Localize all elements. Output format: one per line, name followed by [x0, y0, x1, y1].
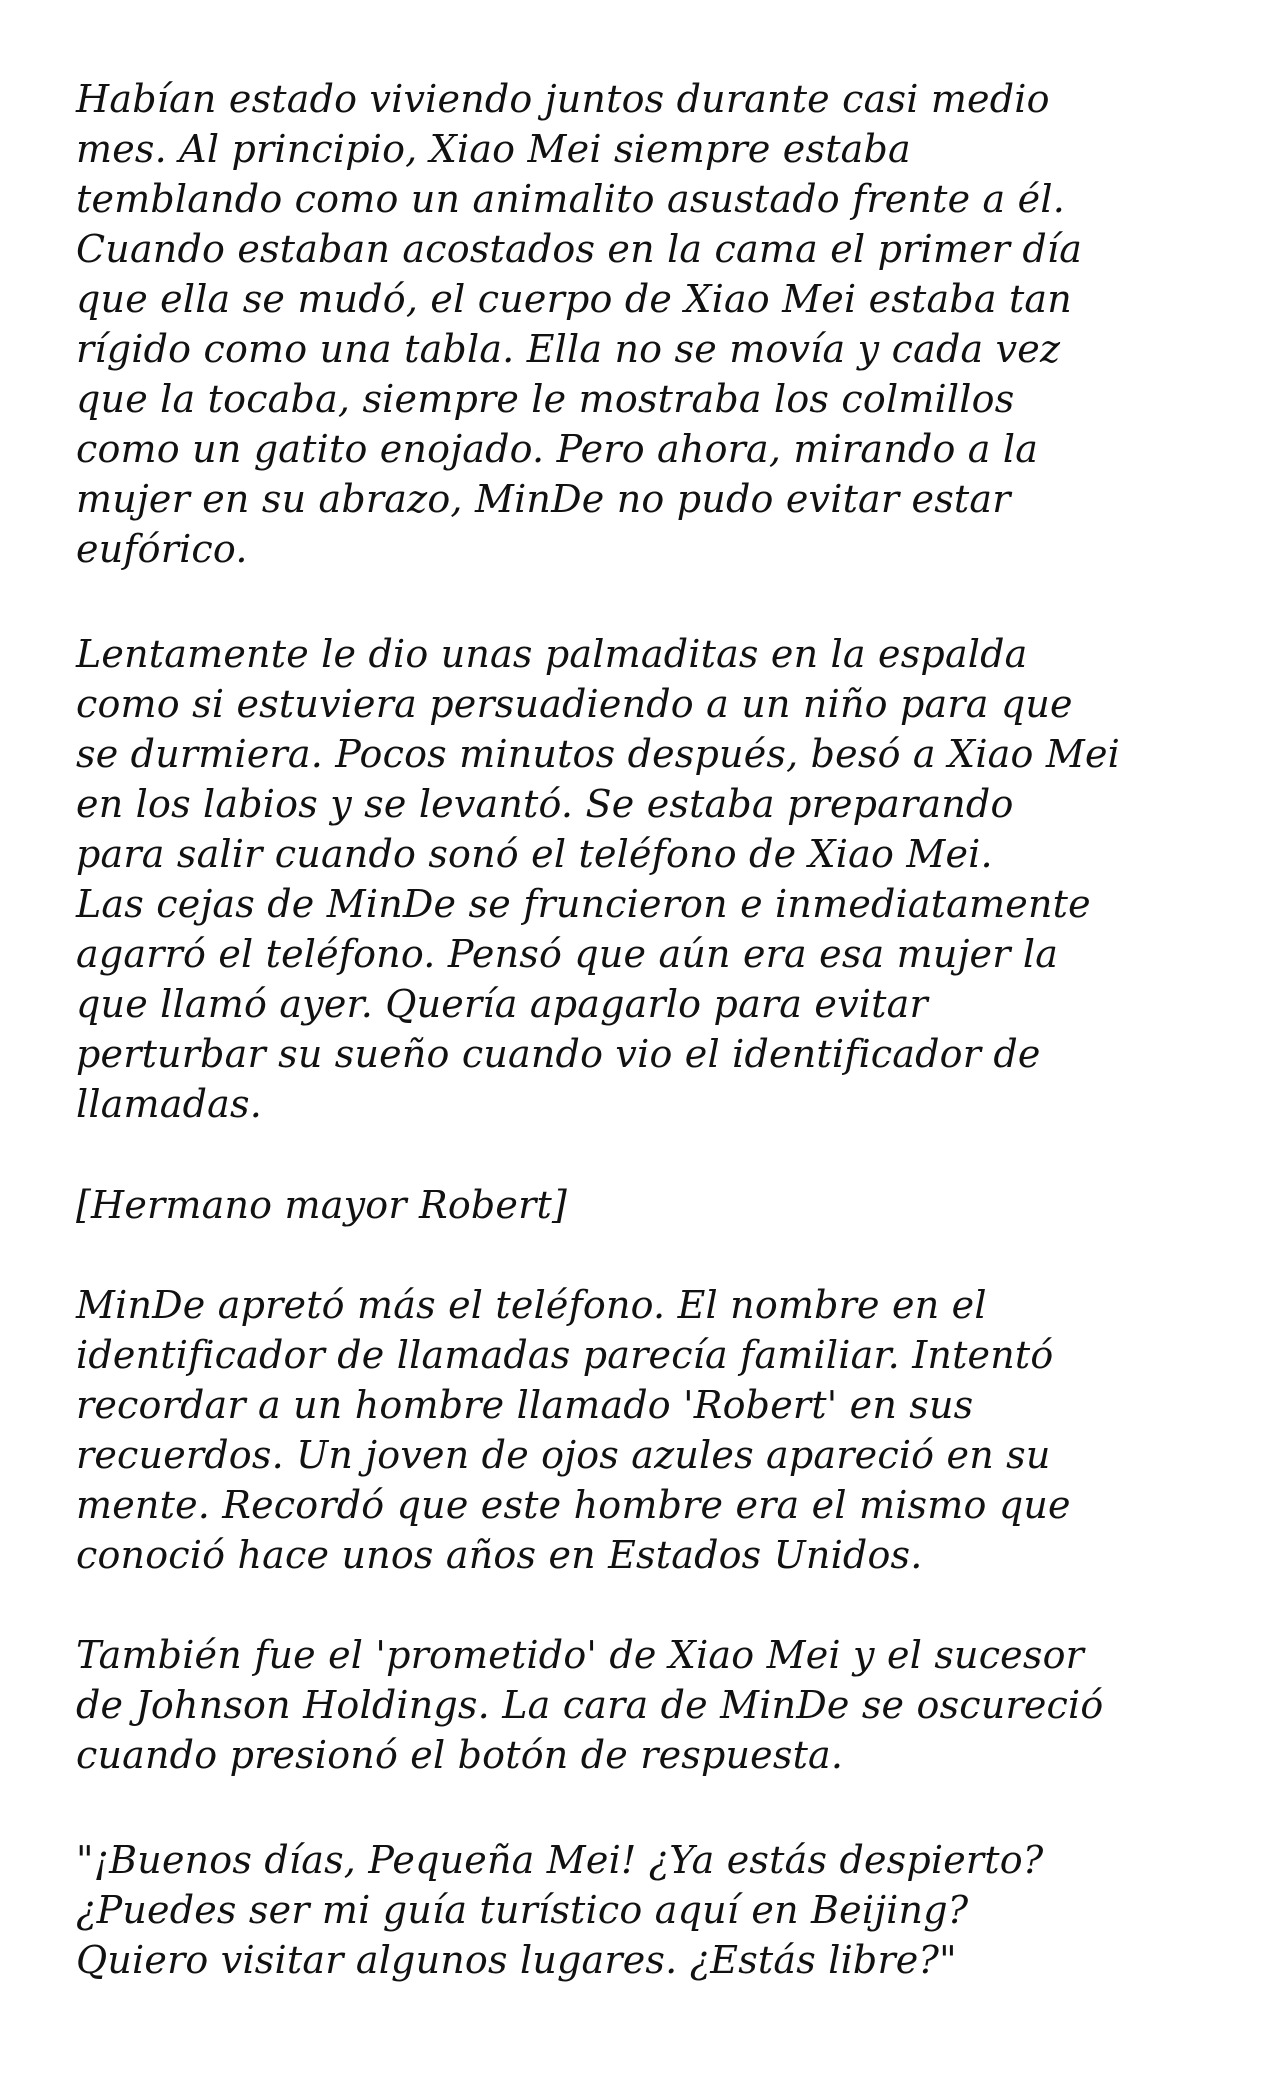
text-line: rígido como una tabla. Ella no se movía y cada vez — [76, 327, 1061, 371]
text-line: como un gatito enojado. Pero ahora, mirando a la — [76, 427, 1039, 471]
paragraph-6-dialogue — [76, 1835, 1043, 1985]
text-line: Habían estado viviendo juntos durante casi medio — [76, 77, 1050, 121]
caller-id-line: [Hermano mayor Robert] — [76, 1183, 567, 1227]
text-line: temblando como un animalito asustado frente a él. — [76, 177, 1065, 221]
text-line: de Johnson Holdings. La cara de MinDe se oscureció — [76, 1683, 1104, 1727]
text-line: que ella se mudó, el cuerpo de Xiao Mei estaba tan — [76, 277, 1072, 321]
text-line: conoció hace unos años en Estados Unidos. — [76, 1533, 923, 1577]
text-line: que llamó ayer. Quería apagarlo para evitar — [76, 982, 928, 1026]
paragraph-5 — [76, 1630, 1103, 1780]
text-line: Cuando estaban acostados en la cama el primer día — [76, 227, 1083, 271]
dialogue-line: Quiero visitar algunos lugares. ¿Estás libre?" — [76, 1938, 957, 1982]
text-line: llamadas. — [76, 1082, 263, 1126]
dialogue-line: ¿Puedes ser mi guía turístico aquí en Beijing? — [76, 1888, 969, 1932]
text-line: cuando presionó el botón de respuesta. — [76, 1733, 844, 1777]
text-line: que la tocaba, siempre le mostraba los colmillos — [76, 377, 1015, 421]
text-line: perturbar su sueño cuando vio el identificador de — [76, 1032, 1041, 1076]
text-line: recordar a un hombre llamado 'Robert' en sus — [76, 1383, 974, 1427]
paragraph-1 — [76, 74, 1082, 574]
paragraph-2 — [76, 629, 1120, 1129]
text-line: mente. Recordó que este hombre era el mismo que — [76, 1483, 1071, 1527]
text-line: para salir cuando sonó el teléfono de Xiao Mei. — [76, 832, 993, 876]
text-line: en los labios y se levantó. Se estaba preparando — [76, 782, 1014, 826]
dialogue-line: "¡Buenos días, Pequeña Mei! ¿Ya estás despierto? — [76, 1838, 1044, 1882]
text-line: recuerdos. Un joven de ojos azules apareció en su — [76, 1433, 1051, 1477]
paragraph-3 — [76, 1180, 567, 1230]
text-line: como si estuviera persuadiendo a un niño para que — [76, 682, 1073, 726]
text-line: eufórico. — [76, 527, 248, 571]
text-line: se durmiera. Pocos minutos después, besó a Xiao Mei — [76, 732, 1121, 776]
paragraph-4 — [76, 1280, 1071, 1580]
text-line: Las cejas de MinDe se fruncieron e inmediatamente — [76, 882, 1091, 926]
text-line: También fue el 'prometido' de Xiao Mei y el sucesor — [76, 1633, 1085, 1677]
text-line: agarró el teléfono. Pensó que aún era esa mujer la — [76, 932, 1059, 976]
text-line: MinDe apretó más el teléfono. El nombre en el — [76, 1283, 987, 1327]
text-line: identificador de llamadas parecía familiar. Intentó — [76, 1333, 1054, 1377]
text-line: mujer en su abrazo, MinDe no pudo evitar estar — [76, 477, 1011, 521]
text-line: mes. Al principio, Xiao Mei siempre estaba — [76, 127, 911, 171]
text-line: Lentamente le dio unas palmaditas en la espalda — [76, 632, 1028, 676]
